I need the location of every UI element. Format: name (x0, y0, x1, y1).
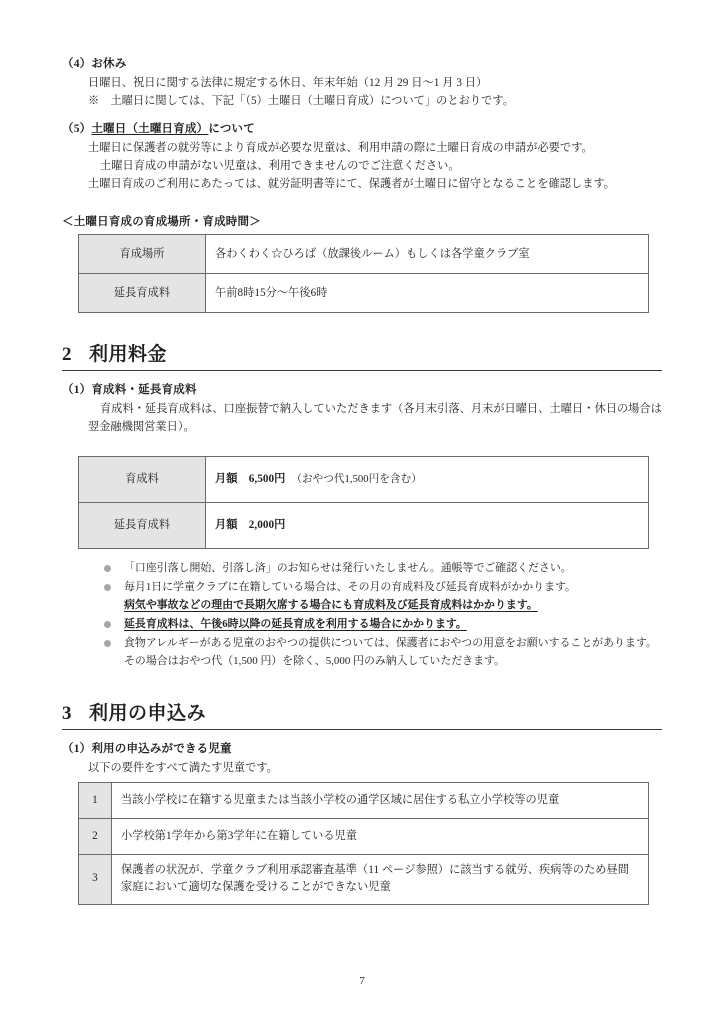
section-3-sub-heading (62, 741, 662, 759)
section-2-block (62, 343, 662, 436)
section-3-sub-heading-title: 利用の申込みができる児童 (91, 742, 232, 755)
requirement-row-1-text: 小学校第1学年から第3学年に在籍している児童 (112, 818, 649, 854)
section-4-heading-title: お休み (91, 58, 127, 70)
saturday-row-1-label: 延長育成料 (79, 274, 206, 313)
section-2-title: 利用料金 (89, 344, 168, 366)
section-3-sub-heading-number: （1） (62, 742, 92, 755)
saturday-row-0-label: 育成場所 (79, 235, 206, 274)
requirements-table-body (79, 782, 649, 904)
fee-row-1-amount: 月額 2,000円 (215, 518, 286, 531)
requirement-row-2-no: 3 (79, 854, 112, 904)
fee-table-body (79, 457, 649, 549)
page-number: 7 (359, 975, 365, 987)
spacer (62, 672, 662, 702)
saturday-table (78, 234, 649, 313)
requirements-table (78, 782, 649, 905)
fee-table (78, 456, 649, 549)
list-item (104, 635, 662, 671)
section-5-line-1: 土曜日に保護者の就労等により育成が必要な児童は、利用申請の際に土曜日育成の申請が必要です。 (88, 141, 593, 154)
section-2-sub-heading-number: （1） (62, 384, 92, 397)
section-2-sub-heading (62, 382, 662, 400)
note-2-emphasis: 延長育成料は、午後6時以降の延長育成を利用する場合にかかります。 (124, 618, 467, 631)
note-1-emphasis: 病気や事故などの理由で長期欠席する場合にも育成料及び延長育成料はかかります。 (124, 599, 538, 612)
note-3-text: 食物アレルギーがある児童のおやつの提供については、保護者におやつの用意をお願いすることがあります。その場合はおやつ代（1,500 円）を除く、5,000 円のみ納入していただきます。 (124, 637, 657, 668)
section-5-line-2: 土曜日育成の申請がない児童は、利用できませんのでご注意ください。 (100, 160, 460, 173)
saturday-row-1-value: 午前8時15分〜午後6時 (206, 274, 649, 313)
fee-row-0-amount: 月額 6,500円 (215, 472, 286, 485)
list-item (104, 560, 662, 578)
section-2-heading (62, 343, 662, 371)
spacer (62, 371, 662, 382)
fee-row-1-value (206, 503, 649, 549)
fee-row-0-value (206, 457, 649, 503)
section-5-heading-number: （5） (62, 123, 92, 136)
spacer (62, 193, 662, 213)
table-row (79, 235, 649, 274)
saturday-table-body (79, 235, 649, 313)
section-4-block (62, 56, 662, 110)
spacer (62, 110, 662, 121)
list-item (104, 579, 662, 615)
requirement-row-0-text: 当該小学校に在籍する児童または当該小学校の通学区域に居住する私立小学校等の児童 (112, 782, 649, 818)
spacer (62, 313, 662, 343)
spacer (62, 549, 662, 560)
requirement-row-0-no: 1 (79, 782, 112, 818)
table-row (79, 782, 649, 818)
saturday-row-0-value: 各わくわく☆ひろば（放課後ルーム）もしくは各学童クラブ室 (206, 235, 649, 274)
fee-notes-list (62, 560, 662, 671)
fee-row-0-note: （おやつ代1,500円を含む） (296, 473, 422, 485)
section-2-number: 2 (62, 344, 72, 366)
section-2-sub-heading-title: 育成料・延長育成料 (91, 384, 197, 397)
section-3-title: 利用の申込み (89, 703, 207, 725)
section-5-block (62, 121, 662, 193)
section-4-heading (62, 56, 662, 74)
section-4-heading-number: （4） (62, 58, 92, 70)
saturday-table-caption: ＜土曜日育成の育成場所・育成時間＞ (62, 216, 261, 229)
fee-row-1-label: 延長育成料 (79, 503, 206, 549)
section-3-number: 3 (62, 703, 72, 725)
section-5-heading (62, 121, 662, 139)
table-row (79, 854, 649, 904)
section-5-line-3: 土曜日育成のご利用にあたっては、就労証明書等にて、保護者が土曜日に留守となることを確認します。 (88, 178, 616, 191)
fee-row-0-label: 育成料 (79, 457, 206, 503)
note-1-text: 毎月1日に学童クラブに在籍している場合は、その月の育成料及び延長育成料がかかります。 (124, 581, 576, 594)
table-row (79, 457, 649, 503)
table-row (79, 503, 649, 549)
section-5-heading-title-rest: について (208, 123, 255, 136)
table-row (79, 274, 649, 313)
requirement-row-2-text: 保護者の状況が、学童クラブ利用承認審査基準（11 ページ参照）に該当する就労、疾病等のため昼間家庭において適切な保護を受けることができない児童 (112, 854, 649, 904)
section-3-sub-body: 以下の要件をすべて満たす児童です。 (88, 761, 278, 774)
section-3-heading (62, 702, 662, 730)
note-0-text: 「口座引落し開始、引落し済」のお知らせは発行いたしません。通帳等でご確認ください。 (124, 562, 572, 575)
spacer (62, 436, 662, 456)
section-4-line-1: 日曜日、祝日に関する法律に規定する休日、年末年始（12 月 29 日〜1 月 3 日） (88, 76, 488, 89)
spacer (62, 730, 662, 741)
section-5-heading-title-underlined: 土曜日（土曜日育成） (91, 123, 209, 136)
requirement-row-1-no: 2 (79, 818, 112, 854)
section-2-sub-body: 育成料・延長育成料は、口座振替で納入していただきます（各月末引落、月末が日曜日、土曜日・休日の場合は翌金融機関営業日）。 (88, 402, 662, 434)
list-item (104, 616, 662, 634)
section-3-block (62, 702, 662, 777)
section-4-line-2: ※ 土曜日に関しては、下記「（5）土曜日（土曜日育成）について」のとおりです。 (88, 94, 514, 107)
table-row (79, 818, 649, 854)
